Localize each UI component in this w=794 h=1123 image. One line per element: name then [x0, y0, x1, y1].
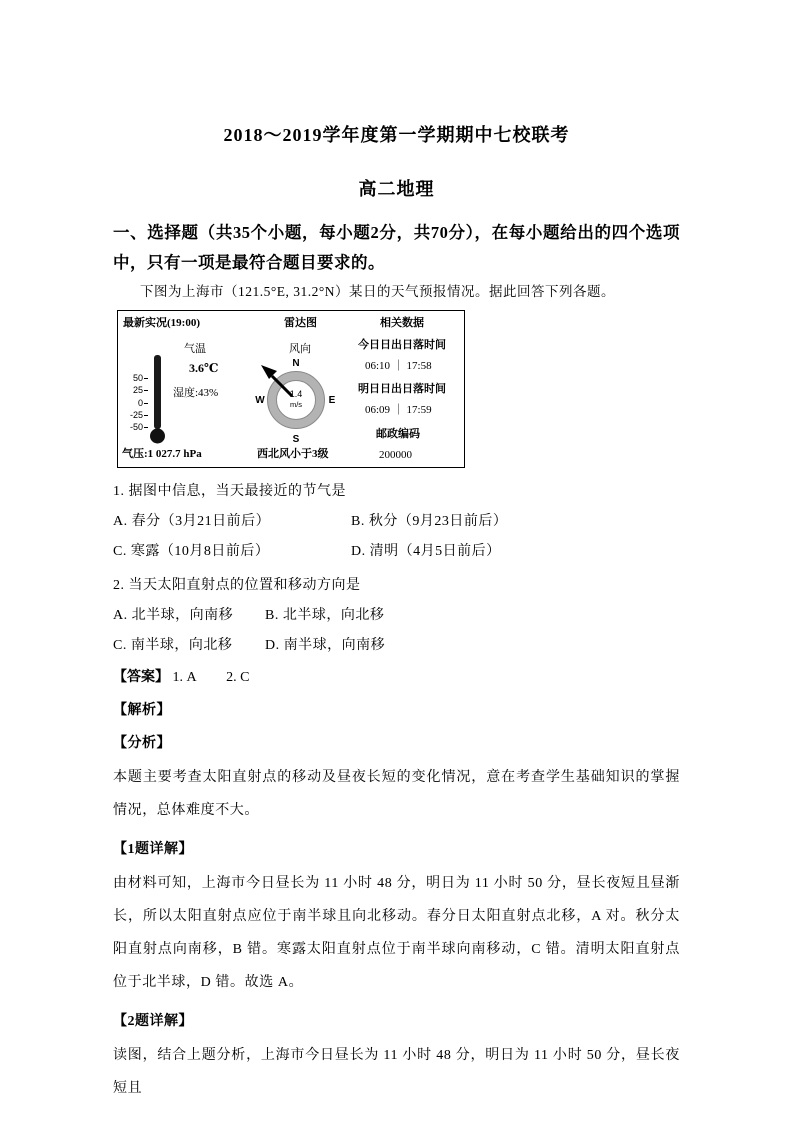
weather-forecast-figure — [117, 310, 465, 468]
question-1-option-a: A. 春分（3月21日前后） — [113, 514, 271, 529]
thermometer-scale-50: 50 — [133, 374, 148, 383]
explanation-label: 【解析】 — [113, 703, 171, 718]
question-1-option-c: C. 寒露（10月8日前后） — [113, 544, 270, 559]
exam-subject-title: 高二地理 — [358, 179, 435, 199]
wind-description: 西北风小于3级 — [257, 448, 329, 460]
compass-west-label: W — [255, 395, 265, 406]
live-conditions-header: 最新实况(19:00) — [123, 317, 200, 329]
thermometer-scale-0: 0 — [138, 399, 148, 408]
section-heading: 一、选择题（共35个小题，每小题2分，共70分），在每小题给出的四个选项中，只有一项是最符合题目要求的。 — [113, 223, 680, 272]
thermometer-scale — [122, 374, 148, 432]
question-1-option-b: B. 秋分（9月23日前后） — [351, 514, 508, 529]
question-2-option-b: B. 北半球，向北移 — [265, 608, 385, 623]
analysis-label: 【分析】 — [113, 736, 171, 751]
thermometer-scale-minus50: -50 — [130, 423, 148, 432]
compass-north-label: N — [292, 358, 300, 369]
answer-question-2: 2. C — [226, 670, 250, 685]
question-group-intro: 下图为上海市（121.5°E, 31.2°N）某日的天气预报情况。据此回答下列各题。 — [140, 284, 616, 299]
detail-2-text: 读图，结合上题分析，上海市今日昼长为 11 小时 48 分，明日为 11 小时 50 分，昼长夜短且 — [113, 1048, 680, 1096]
question-1-options-row-1 — [113, 512, 680, 532]
postcode-value: 200000 — [379, 449, 412, 461]
temperature-label: 气温 — [184, 343, 206, 355]
radar-header: 雷达图 — [284, 317, 317, 329]
compass-south-label: S — [292, 434, 300, 445]
question-1-stem: 1. 据图中信息，当天最接近的节气是 — [113, 484, 346, 499]
thermometer-icon — [149, 353, 167, 445]
related-data-header: 相关数据 — [380, 317, 424, 329]
today-sun-times-label: 今日日出日落时间 — [358, 339, 446, 351]
detail-1-text: 由材料可知，上海市今日昼长为 11 小时 48 分，明日为 11 小时 50 分，昼长夜短且昼渐长，所以太阳直射点应位于南半球且向北移动。春分日太阳直射点北移，A 对。秋分太阳直射点向南移，B 错。寒露太阳直射点位于南半球向南移动，C 错。清明太阳直射点位于北半球，D 错。故选 A。 — [113, 876, 680, 990]
answer-label: 【答案】 — [113, 670, 169, 685]
answer-line — [113, 668, 680, 688]
wind-direction-label: 风向 — [289, 343, 311, 355]
question-2-option-a: A. 北半球，向南移 — [113, 608, 234, 623]
temperature-value: 3.6℃ — [189, 361, 219, 375]
pressure-value: 气压:1 027.7 hPa — [122, 448, 202, 460]
question-2-stem: 2. 当天太阳直射点的位置和移动方向是 — [113, 578, 361, 593]
postcode-label: 邮政编码 — [376, 428, 420, 440]
tomorrow-sun-times-label: 明日日出日落时间 — [358, 383, 446, 395]
question-1-option-d: D. 清明（4月5日前后） — [351, 544, 501, 559]
question-2-options-row-2 — [113, 636, 680, 656]
today-sun-times-value: 06:10 ｜ 17:58 — [365, 360, 432, 372]
analysis-text: 本题主要考查太阳直射点的移动及昼夜长短的变化情况，意在考查学生基础知识的掌握情况，总体难度不大。 — [113, 770, 680, 818]
question-2-options-row-1 — [113, 606, 680, 626]
thermometer-scale-25: 25 — [133, 386, 148, 395]
page-content — [113, 124, 680, 1105]
tomorrow-sun-times-value: 06:09 ｜ 17:59 — [365, 404, 432, 416]
detail-1-label: 【1题详解】 — [113, 842, 193, 857]
wind-speed-unit: m/s — [289, 400, 303, 409]
question-2-option-c: C. 南半球，向北移 — [113, 638, 233, 653]
wind-compass — [246, 348, 346, 448]
question-2-option-d: D. 南半球，向南移 — [265, 638, 386, 653]
compass-east-label: E — [328, 395, 336, 406]
wind-speed-value: 1.4 — [289, 389, 303, 399]
humidity-value: 湿度:43% — [173, 387, 219, 399]
thermometer-scale-minus25: -25 — [130, 411, 148, 420]
exam-title: 2018～2019学年度第一学期期中七校联考 — [223, 125, 570, 145]
answer-question-1: 1. A — [172, 670, 197, 685]
question-1-options-row-2 — [113, 542, 680, 562]
detail-2-label: 【2题详解】 — [113, 1014, 193, 1029]
